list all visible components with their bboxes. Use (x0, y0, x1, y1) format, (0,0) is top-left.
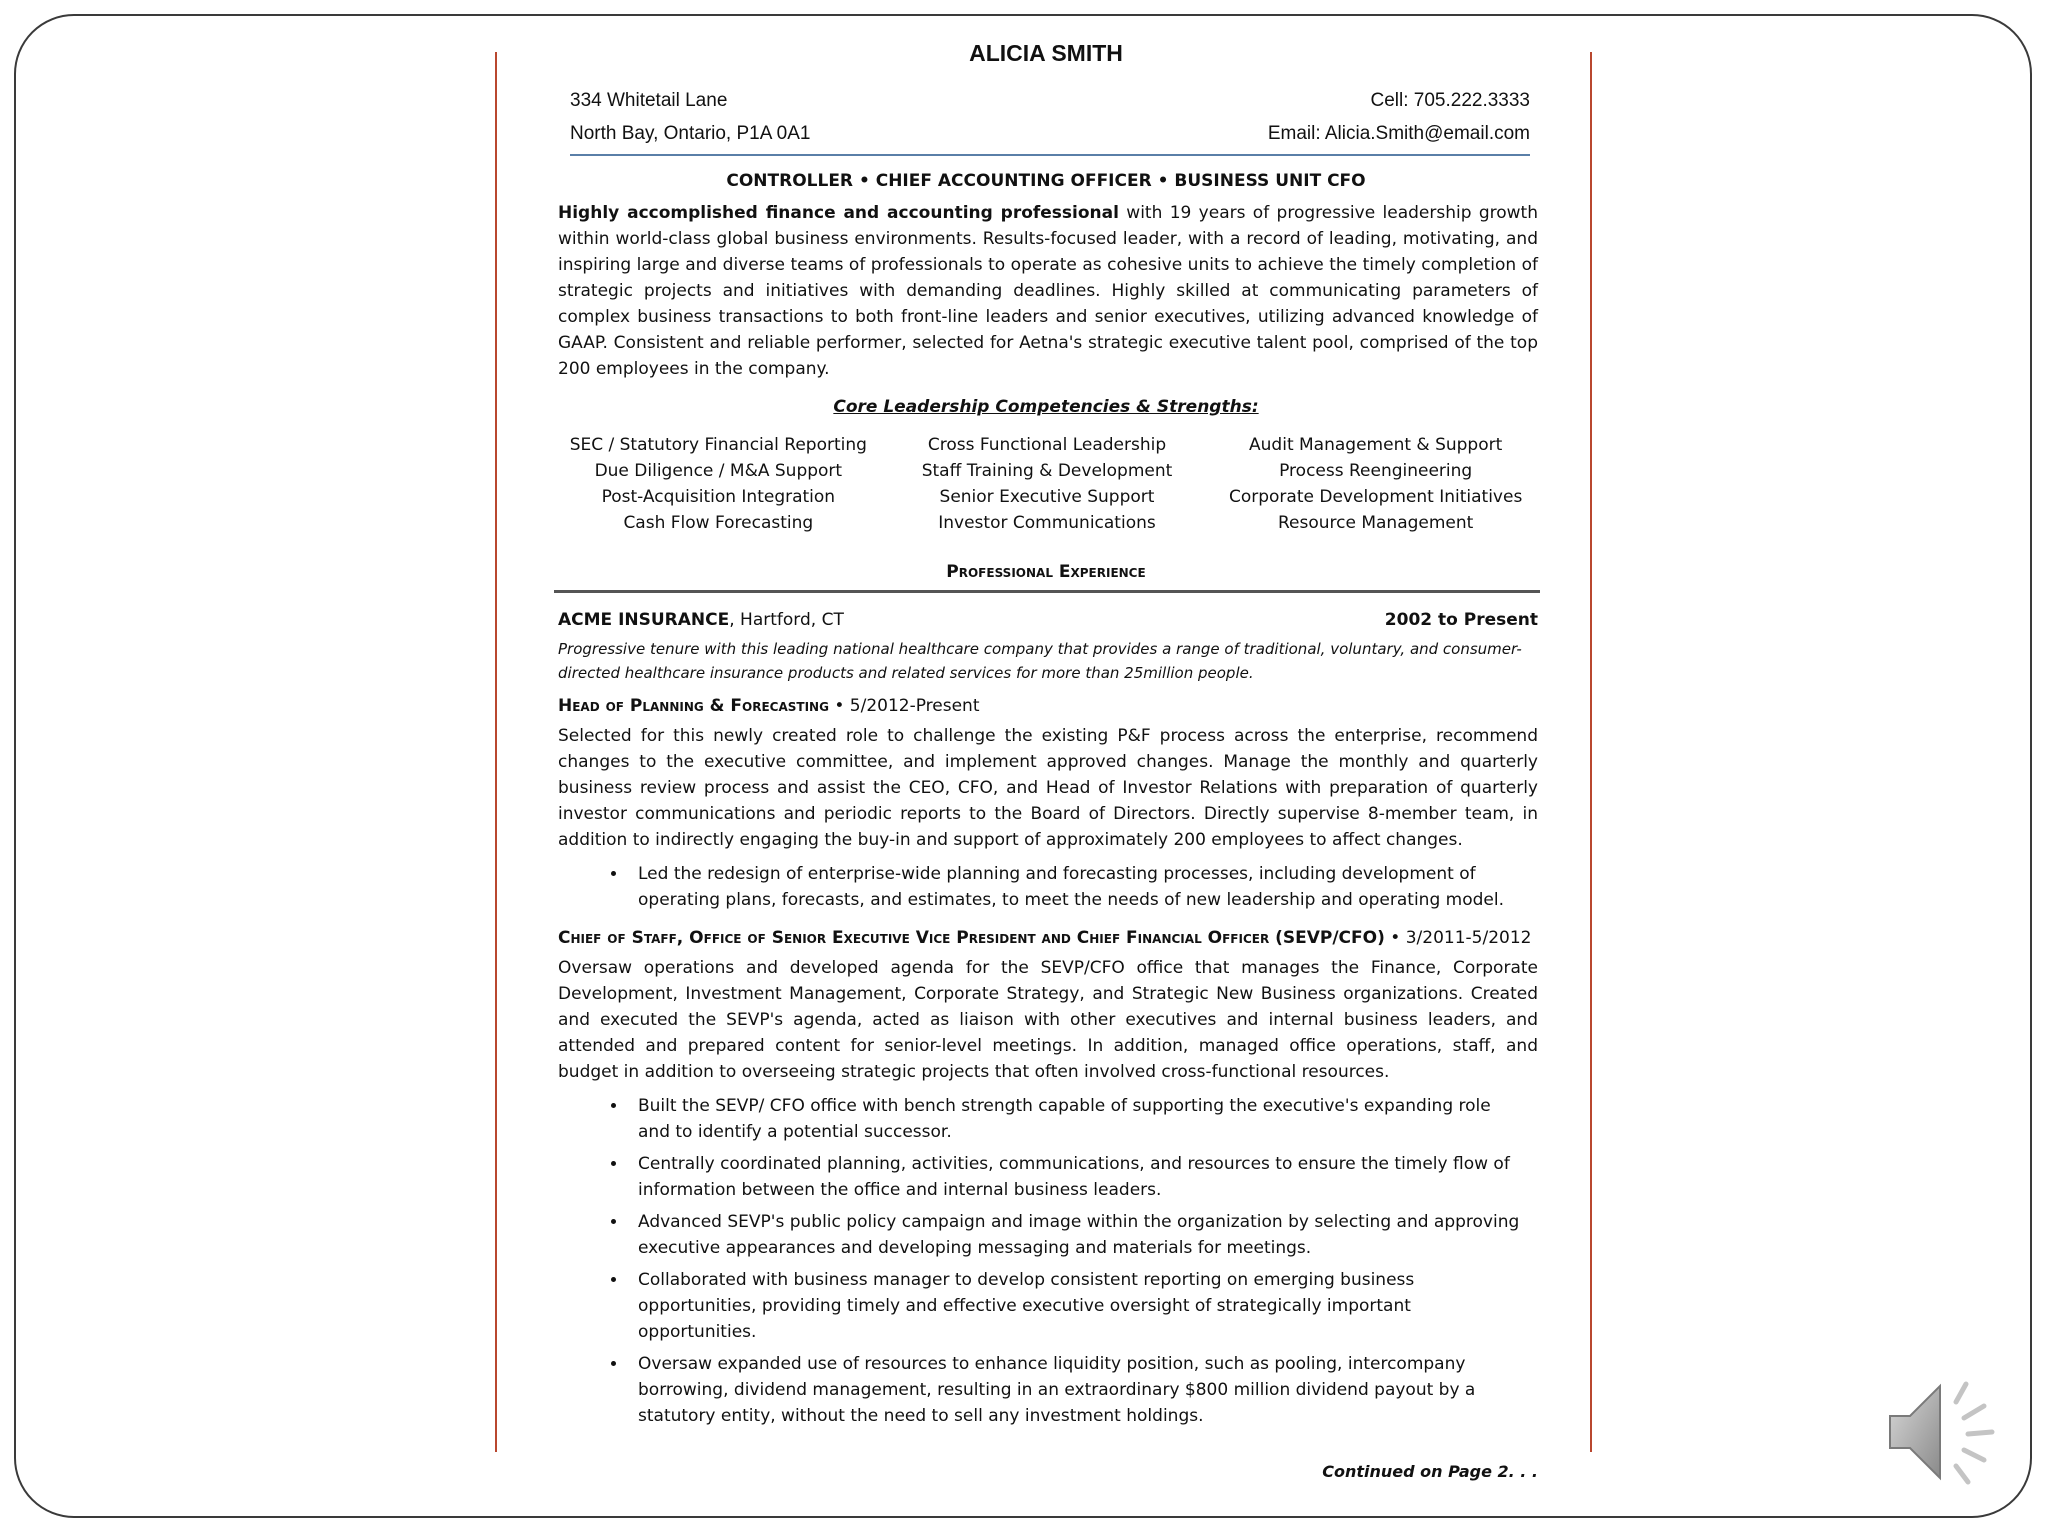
competencies-grid (554, 432, 1540, 536)
competency-item: Corporate Development Initiatives (1228, 487, 1523, 507)
contact-divider (570, 154, 1530, 156)
headline: CONTROLLER • CHIEF ACCOUNTING OFFICER • BUSINESS UNIT CFO (726, 171, 1366, 191)
employer-row (558, 607, 1538, 633)
cell-phone: Cell: 705.222.3333 (1370, 90, 1530, 111)
competency-item: Cash Flow Forecasting (623, 513, 814, 533)
role-2-description: Oversaw operations and developed agenda for the SEVP/CFO office that manages the Finance, Corporate Development, Investment Management, Corporate Strategy, and Strategic New Business organizations. Created and executed the SEVP's agenda, acted as liaison with other executives and internal business leaders, and attended and prepared content for senior-level meetings. In addition, managed office operations, staff, and budget in addition to overseeing strategic projects that often involved cross-functional resources. (558, 958, 1538, 1082)
competency-item: Resource Management (1277, 513, 1474, 533)
bullet-item: • Oversaw expanded use of resources to enhance liquidity position, such as pooling, intercompany borrowing, dividend management, resulting in an extraordinary $800 million dividend payout by a statutory entity, without the need to sell any investment holdings. (628, 1351, 1528, 1429)
competencies-heading: Core Leadership Competencies & Strengths: (833, 397, 1259, 417)
speaker-icon[interactable] (1884, 1372, 2014, 1492)
address-block (570, 84, 810, 150)
role-2-dates: • 3/2011-5/2012 (1384, 928, 1532, 948)
summary-lead: Highly accomplished finance and accounting professional (558, 203, 1119, 223)
experience-heading: Professional Experience (946, 562, 1146, 582)
role-2-title: Chief of Staff, Office of Senior Executive Vice President and Chief Financial Officer (SEVP/CFO) (558, 928, 1385, 948)
address-line-1: 334 Whitetail Lane (570, 90, 728, 111)
bullet-item: • Built the SEVP/ CFO office with bench strength capable of supporting the executive's expanding role and to identify a potential successor. (628, 1093, 1528, 1145)
role-1-dates: • 5/2012-Present (828, 696, 980, 716)
competency-item: Staff Training & Development (921, 461, 1173, 481)
summary-paragraph (558, 200, 1538, 382)
role-1-title: Head of Planning & Forecasting (558, 696, 829, 716)
employer-location: , Hartford, CT (729, 610, 844, 630)
role-2-bullets (552, 1093, 1540, 1429)
bullet-item: • Centrally coordinated planning, activities, communications, and resources to ensure the timely flow of information between the office and internal business leaders. (628, 1151, 1528, 1203)
employer-description: Progressive tenure with this leading national healthcare company that provides a range of traditional, voluntary, and consumer- directed healthcare insurance products and related services for more than 25million people. (558, 640, 1522, 682)
resume-name: ALICIA SMITH (969, 40, 1123, 66)
address-line-2: North Bay, Ontario, P1A 0A1 (570, 123, 811, 144)
left-margin-rule (495, 52, 497, 1452)
email-address: Email: Alicia.Smith@email.com (1267, 123, 1530, 144)
role-1-description: Selected for this newly created role to challenge the existing P&F process across the enterprise, recommend changes to the executive committee, and implement approved changes. Manage the monthly and quarterly business review process and assist the CEO, CFO, and Head of Investor Relations with preparation of quarterly investor communications and periodic reports to the Board of Directors. Directly supervise 8-member team, in addition to indirectly engaging the buy-in and support of approximately 200 employees to affect changes. (558, 726, 1538, 850)
employer-name: ACME INSURANCE (558, 610, 730, 630)
competency-item: Post-Acquisition Integration (601, 487, 836, 507)
right-margin-rule (1590, 52, 1592, 1452)
bullet-item: • Led the redesign of enterprise-wide planning and forecasting processes, including development of operating plans, forecasts, and estimates, to meet the needs of new leadership and operating model. (628, 861, 1528, 913)
role-1-heading (558, 693, 1540, 719)
competency-item: Senior Executive Support (939, 487, 1155, 507)
competency-item: Cross Functional Leadership (927, 435, 1167, 455)
continued-note: Continued on Page 2. . . (1322, 1462, 1538, 1481)
resume-page (552, 34, 1540, 1485)
employer-dates: 2002 to Present (1384, 610, 1538, 630)
competency-item: Process Reengineering (1279, 461, 1473, 481)
contact-block (570, 84, 1530, 150)
competency-item: Investor Communications (938, 513, 1156, 533)
competency-item: Due Diligence / M&A Support (594, 461, 843, 481)
competency-item: SEC / Statutory Financial Reporting (569, 435, 867, 455)
bullet-item: • Advanced SEVP's public policy campaign and image within the organization by selecting and approving executive appearances and developing messaging and materials for meetings. (628, 1209, 1528, 1261)
summary-text: with 19 years of progressive leadership growth within world-class global business environments. Results-focused leader, with a record of leading, motivating, and inspiring large and diverse teams of professionals to operate as cohesive units to achieve the timely completion of strategic projects and initiatives with demanding deadlines. Highly skilled at communicating parameters of complex business transactions to both front-line leaders and senior executives, utilizing advanced knowledge of GAAP. Consistent and reliable performer, selected for Aetna's strategic executive talent pool, comprised of the top 200 employees in the company. (558, 203, 1538, 379)
bullet-item: • Collaborated with business manager to develop consistent reporting on emerging business opportunities, providing timely and effective executive oversight of strategically important opportunities. (628, 1267, 1528, 1345)
experience-divider (554, 590, 1540, 593)
phone-email-block (1268, 84, 1530, 150)
role-2-heading (558, 925, 1540, 951)
competency-item: Audit Management & Support (1249, 435, 1503, 455)
employer-name-block (558, 607, 844, 633)
role-1-bullets (552, 861, 1540, 913)
